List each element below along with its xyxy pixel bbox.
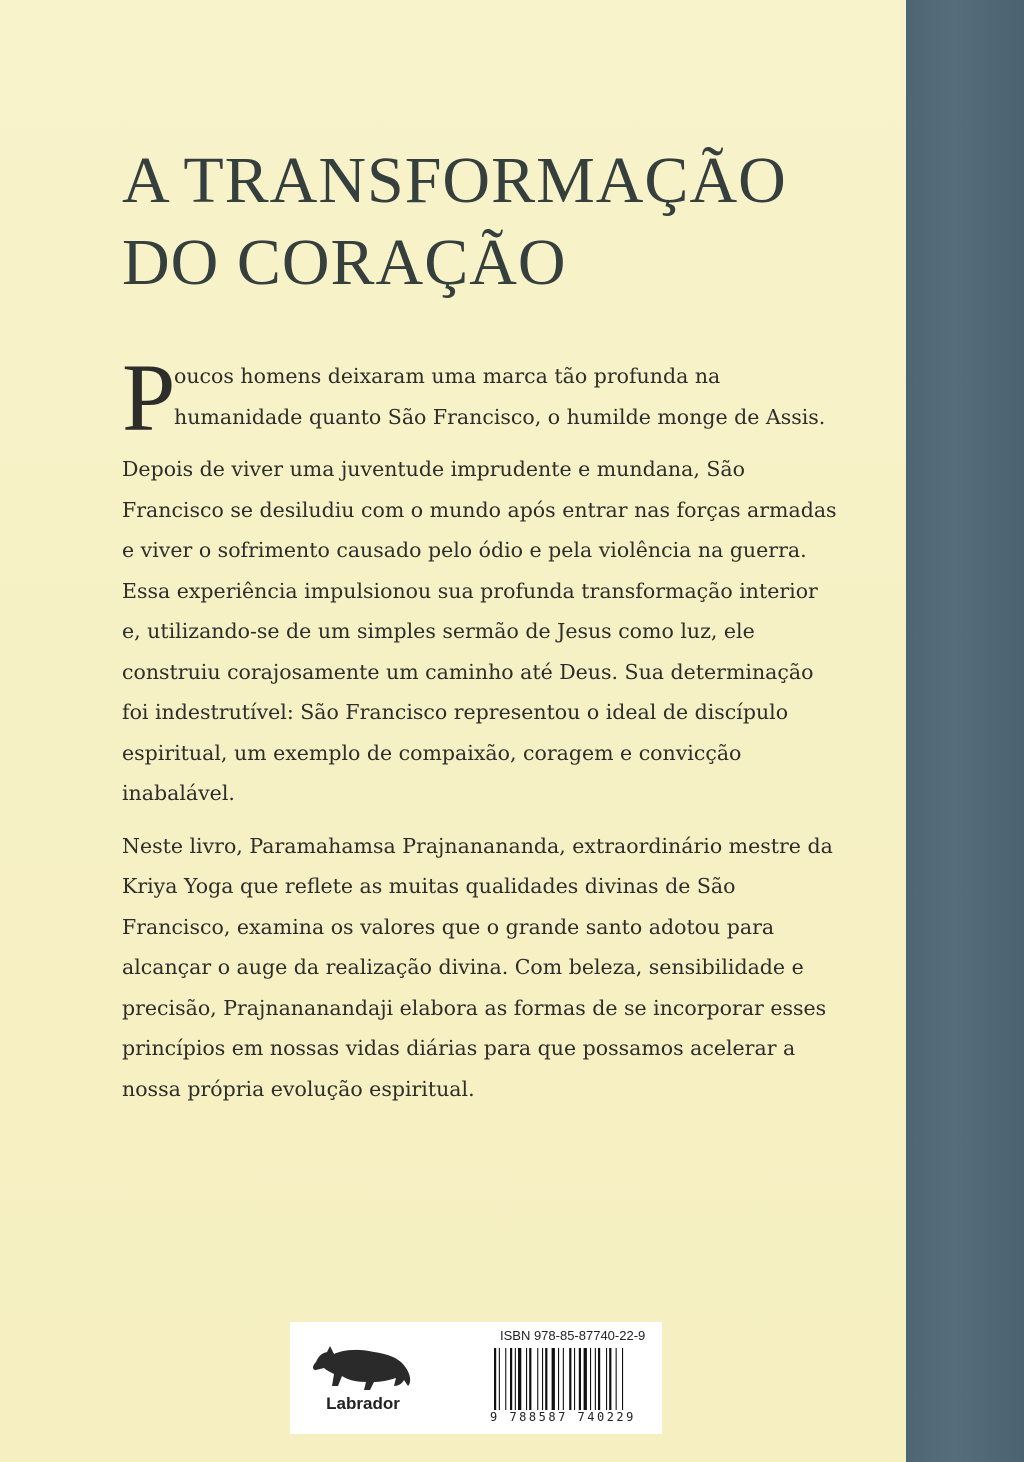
synopsis <box>122 344 842 1121</box>
barcode-digits: 9 788587 740229 <box>490 1410 636 1424</box>
paragraph-1-line-2: humanidade quanto São Francisco, o humilde monge de Assis. <box>174 404 826 429</box>
paragraph-1-line-1: oucos homens deixaram uma marca tão profunda na <box>174 364 721 388</box>
paragraph-3: Neste livro, Paramahamsa Prajnanananda, extraordinário mestre da Kriya Yoga que reflete as muitas qualidades divinas de São Francisco, examina os valores que o grande santo adotou para alcançar o auge da realização divina. Com beleza, sensibilidade e precisão, Prajnananandaji elabora as formas de se incorporar esses princípios em nossas vidas diárias para que possamos acelerar a nossa própria evolução espiritual. <box>122 833 833 1101</box>
barcode-panel <box>290 1322 662 1434</box>
paragraph-2: Depois de viver uma juventude imprudente e mundana, São Francisco se desiludiu com o mundo após entrar nas forças armadas e viver o sofrimento causado pelo ódio e pela violência na guerra. Essa experiência impulsionou sua profunda transformação interior e, utilizando-se de um simples sermão de Jesus como luz, ele construiu corajosamente um caminho até Deus. Sua determinação foi indestrutível: São Francisco representou o ideal de discípulo espiritual, um exemplo de compaixão, coragem e convicção inabalável. <box>122 457 837 805</box>
title-line-1: A TRANSFORMAÇÃO <box>122 144 787 217</box>
book-title <box>122 140 787 304</box>
publisher-logo <box>308 1340 418 1420</box>
barcode-bars <box>492 1348 652 1410</box>
dog-icon <box>308 1340 418 1396</box>
title-line-2: DO CORAÇÃO <box>122 226 567 299</box>
drop-cap: P <box>122 344 176 451</box>
publisher-name: Labrador <box>326 1394 400 1413</box>
paragraph-1 <box>122 344 842 451</box>
spine-band <box>906 0 1024 1462</box>
isbn-label: ISBN 978-85-87740-22-9 <box>500 1328 646 1343</box>
